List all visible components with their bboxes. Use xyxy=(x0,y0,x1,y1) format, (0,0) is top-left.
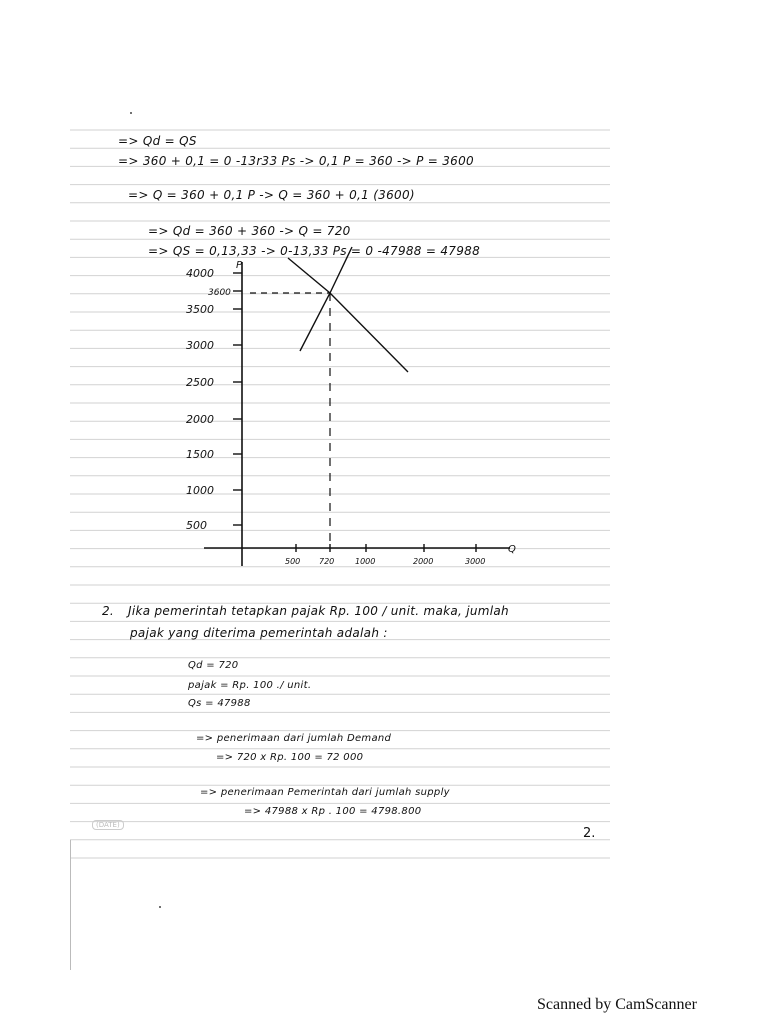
y-tick-label: 3500 xyxy=(186,303,214,316)
y-tick-label: 4000 xyxy=(186,267,214,280)
x-tick-label: 1000 xyxy=(355,557,376,566)
y-tick-label: 2000 xyxy=(186,413,214,426)
y-tick-label: 1000 xyxy=(186,484,214,497)
equation-line-5: => QS = 0,13,33 -> 0-13,33 Ps = 0 -47988 = 47988 xyxy=(148,244,481,258)
demand-curve xyxy=(288,258,408,372)
demand-revenue-label: => penerimaan dari jumlah Demand xyxy=(196,733,392,744)
demand-revenue-calc: => 720 x Rp. 100 = 72 000 xyxy=(216,752,364,763)
page-number: 2. xyxy=(583,826,596,841)
y-tick-label: 3600 xyxy=(208,288,231,298)
given-qd: Qd = 720 xyxy=(188,660,239,671)
y-axis-label: P xyxy=(236,260,243,271)
x-tick-label: 500 xyxy=(285,557,301,566)
question-line-1: Jika pemerintah tetapkan pajak Rp. 100 / unit. maka, jumlah xyxy=(128,604,509,618)
question-number: 2. xyxy=(102,604,115,618)
x-tick-label: 720 xyxy=(319,557,335,566)
given-tax: pajak = Rp. 100 ./ unit. xyxy=(188,680,312,691)
date-stamp: (DATE) xyxy=(92,820,124,830)
equation-line-4: => Qd = 360 + 360 -> Q = 720 xyxy=(148,224,351,238)
equation-line-1: => Qd = QS xyxy=(118,134,197,148)
x-tick-label: 3000 xyxy=(465,557,486,566)
given-qs: Qs = 47988 xyxy=(188,698,251,709)
x-axis-label: Q xyxy=(508,544,516,555)
y-tick-label: 3000 xyxy=(186,339,214,352)
supply-revenue-label: => penerimaan Pemerintah dari jumlah supply xyxy=(200,787,450,798)
y-tick-label: 2500 xyxy=(186,376,214,389)
equation-line-3: => Q = 360 + 0,1 P -> Q = 360 + 0,1 (3600) xyxy=(128,188,415,202)
scanner-watermark: Scanned by CamScanner xyxy=(537,996,697,1013)
y-tick-label: 500 xyxy=(186,519,207,532)
supply-revenue-calc: => 47988 x Rp . 100 = 4798.800 xyxy=(244,806,422,817)
equation-line-2: => 360 + 0,1 = 0 -13r33 Ps -> 0,1 P = 360 -> P = 3600 xyxy=(118,154,474,168)
y-tick-label: 1500 xyxy=(186,448,214,461)
supply-curve xyxy=(300,247,352,351)
x-tick-label: 2000 xyxy=(413,557,434,566)
question-line-2: pajak yang diterima pemerintah adalah : xyxy=(130,626,388,640)
